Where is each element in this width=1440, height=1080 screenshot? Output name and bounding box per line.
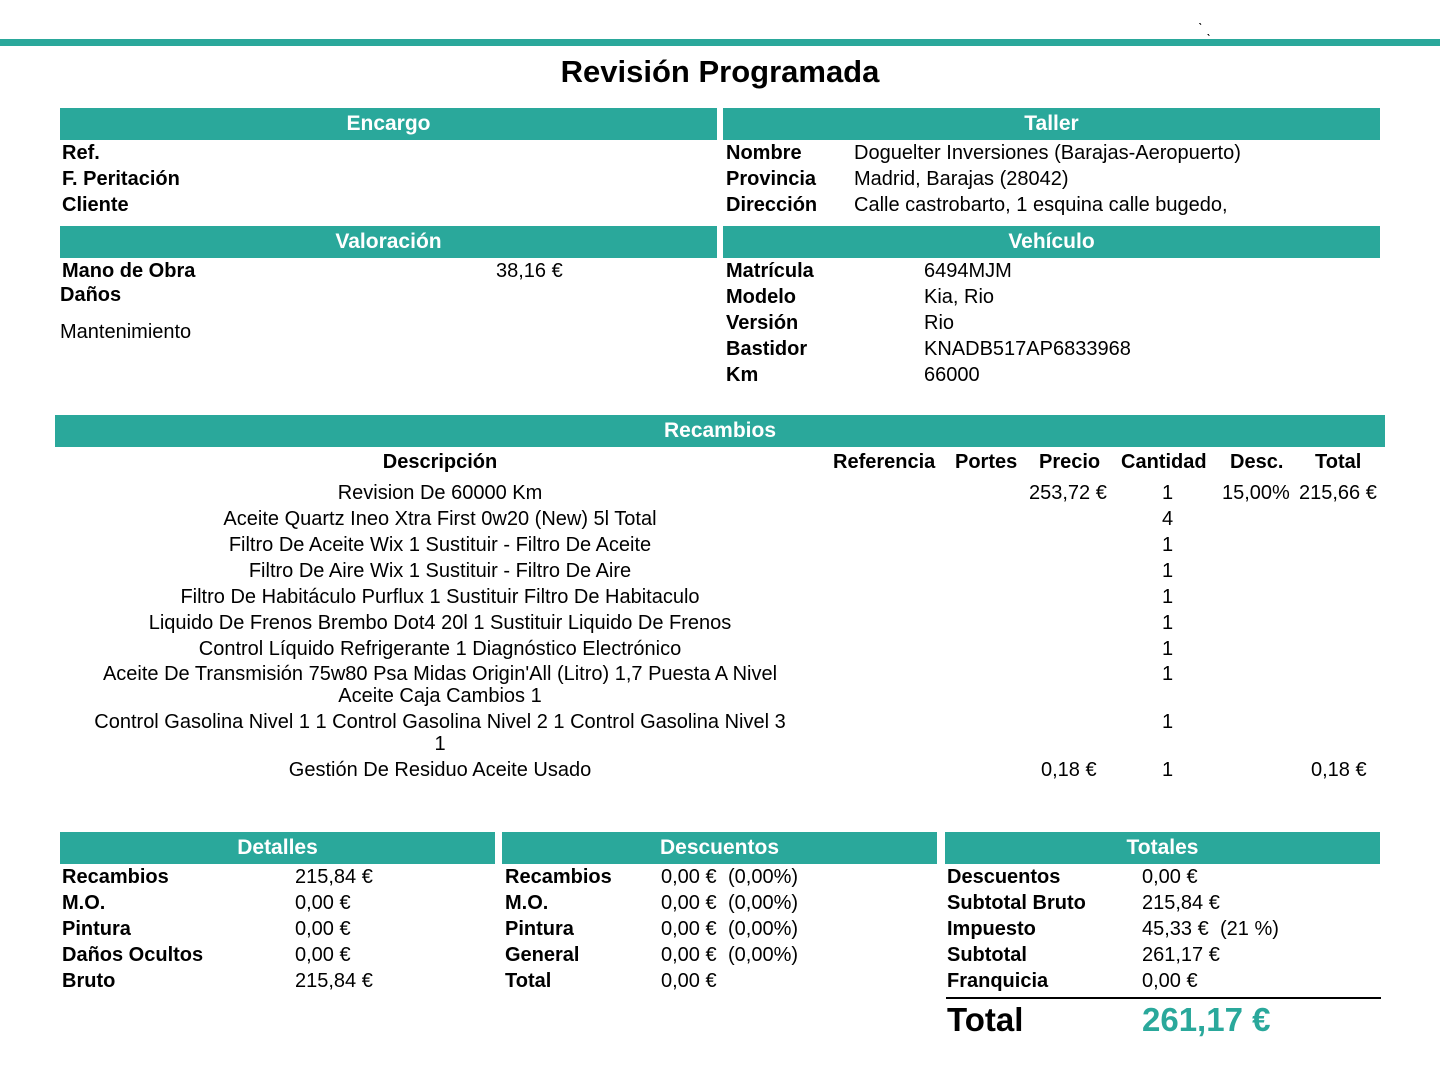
descuentos-header: Descuentos [502, 832, 937, 864]
danos-label: Daños [60, 284, 122, 306]
top-accent-bar [0, 39, 1440, 46]
recambios-header: Recambios [55, 415, 1385, 447]
row-cantidad: 1 [1162, 612, 1174, 634]
detalles-bruto-label: Bruto [62, 970, 116, 992]
descuentos-mo-label: M.O. [505, 892, 549, 914]
row-cantidad: 1 [1162, 586, 1174, 608]
col-desc: Desc. [1230, 451, 1284, 473]
nombre-label: Nombre [726, 142, 802, 164]
descuentos-total-value: 0,00 € [661, 970, 717, 992]
version-label: Versión [726, 312, 799, 334]
ref-label: Ref. [62, 142, 100, 164]
bastidor-label: Bastidor [726, 338, 808, 360]
row-description: Control Líquido Refrigerante 1 Diagnóstico Electrónico [198, 638, 682, 660]
detalles-danos-ocultos-value: 0,00 € [295, 944, 351, 966]
mano-obra-value: 38,16 € [496, 260, 563, 282]
col-descripcion: Descripción [382, 451, 498, 473]
row-cantidad: 4 [1162, 508, 1174, 530]
row-descuento: 15,00% [1222, 482, 1290, 504]
col-portes: Portes [955, 451, 1018, 473]
totales-impuesto-value: 45,33 € [1142, 918, 1209, 940]
row-precio: 0,18 € [1041, 759, 1097, 781]
descuentos-mo-value: 0,00 € [661, 892, 717, 914]
col-cantidad: Cantidad [1121, 451, 1207, 473]
row-description: Filtro De Habitáculo Purflux 1 Sustituir Filtro De Habitaculo [180, 586, 700, 608]
row-description: Gestión De Residuo Aceite Usado [288, 759, 592, 781]
totales-franquicia-value: 0,00 € [1142, 970, 1198, 992]
descuentos-pintura-pct: (0,00%) [728, 918, 799, 940]
matricula-value: 6494MJM [924, 260, 1012, 282]
descuentos-general-label: General [505, 944, 580, 966]
provincia-value: Madrid, Barajas (28042) [854, 168, 1069, 190]
row-description: Aceite De Transmisión 75w80 Psa Midas Origin'All (Litro) 1,7 Puesta A Nivel [102, 663, 778, 685]
totales-impuesto-rate: (21 %) [1220, 918, 1279, 940]
mano-obra-label: Mano de Obra [62, 260, 196, 282]
taller-header: Taller [723, 108, 1380, 140]
danos-value: Mantenimiento [60, 321, 192, 343]
totales-header: Totales [945, 832, 1380, 864]
km-value: 66000 [924, 364, 980, 386]
descuentos-recambios-label: Recambios [505, 866, 612, 888]
version-value: Rio [924, 312, 955, 334]
row-description: Revision De 60000 Km [337, 482, 543, 504]
row-total: 0,18 € [1311, 759, 1367, 781]
row-precio: 253,72 € [1029, 482, 1107, 504]
descuentos-general-value: 0,00 € [661, 944, 717, 966]
detalles-header: Detalles [60, 832, 495, 864]
vehiculo-header: Vehículo [723, 226, 1380, 258]
provincia-label: Provincia [726, 168, 817, 190]
detalles-recambios-label: Recambios [62, 866, 169, 888]
totales-subtotal-label: Subtotal [947, 944, 1027, 966]
col-total: Total [1315, 451, 1362, 473]
matricula-label: Matrícula [726, 260, 814, 282]
row-description: Liquido De Frenos Brembo Dot4 20l 1 Sustituir Liquido De Frenos [148, 612, 732, 634]
corner-mark: ˋ ˎ [1198, 20, 1212, 36]
descuentos-recambios-value: 0,00 € [661, 866, 717, 888]
totales-subtotal-value: 261,17 € [1142, 944, 1220, 966]
row-description: Filtro De Aire Wix 1 Sustituir - Filtro De Aire [248, 560, 632, 582]
row-description: Control Gasolina Nivel 1 1 Control Gasolina Nivel 2 1 Control Gasolina Nivel 3 [94, 711, 786, 733]
detalles-pintura-label: Pintura [62, 918, 131, 940]
row-description: Aceite Quartz Ineo Xtra First 0w20 (New) 5l Total [223, 508, 657, 530]
descuentos-recambios-pct: (0,00%) [728, 866, 799, 888]
row-cantidad: 1 [1162, 482, 1174, 504]
detalles-mo-value: 0,00 € [295, 892, 351, 914]
row-cantidad: 1 [1162, 759, 1174, 781]
row-description-cont: 1 [434, 733, 446, 755]
detalles-pintura-value: 0,00 € [295, 918, 351, 940]
modelo-value: Kia, Rio [924, 286, 995, 308]
totales-impuesto-label: Impuesto [947, 918, 1036, 940]
totales-franquicia-label: Franquicia [947, 970, 1049, 992]
row-description: Filtro De Aceite Wix 1 Sustituir - Filtro De Aceite [228, 534, 652, 556]
total-divider [946, 997, 1381, 999]
row-total: 215,66 € [1299, 482, 1377, 504]
encargo-header: Encargo [60, 108, 717, 140]
detalles-mo-label: M.O. [62, 892, 106, 914]
totales-descuentos-value: 0,00 € [1142, 866, 1198, 888]
valoracion-header: Valoración [60, 226, 717, 258]
grand-total-label: Total [947, 1001, 1024, 1038]
nombre-value: Doguelter Inversiones (Barajas-Aeropuerto) [854, 142, 1241, 164]
totales-subtotal-bruto-value: 215,84 € [1142, 892, 1220, 914]
bastidor-value: KNADB517AP6833968 [924, 338, 1131, 360]
detalles-recambios-value: 215,84 € [295, 866, 373, 888]
totales-subtotal-bruto-label: Subtotal Bruto [947, 892, 1086, 914]
cliente-label: Cliente [62, 194, 129, 216]
detalles-danos-ocultos-label: Daños Ocultos [62, 944, 204, 966]
row-cantidad: 1 [1162, 638, 1174, 660]
row-cantidad: 1 [1162, 711, 1174, 733]
descuentos-mo-pct: (0,00%) [728, 892, 799, 914]
direccion-label: Dirección [726, 194, 818, 216]
km-label: Km [726, 364, 759, 386]
page-title: Revisión Programada [560, 54, 880, 89]
col-precio: Precio [1039, 451, 1101, 473]
totales-descuentos-label: Descuentos [947, 866, 1061, 888]
detalles-bruto-value: 215,84 € [295, 970, 373, 992]
row-cantidad: 1 [1162, 534, 1174, 556]
grand-total-value: 261,17 € [1142, 1001, 1271, 1038]
descuentos-pintura-value: 0,00 € [661, 918, 717, 940]
direccion-value: Calle castrobarto, 1 esquina calle bugedo, [854, 194, 1228, 216]
descuentos-total-label: Total [505, 970, 552, 992]
row-description-cont: Aceite Caja Cambios 1 [338, 685, 542, 707]
row-cantidad: 1 [1162, 663, 1174, 685]
descuentos-general-pct: (0,00%) [728, 944, 799, 966]
modelo-label: Modelo [726, 286, 796, 308]
descuentos-pintura-label: Pintura [505, 918, 574, 940]
fecha-peritacion-label: F. Peritación [62, 168, 180, 190]
row-cantidad: 1 [1162, 560, 1174, 582]
col-referencia: Referencia [833, 451, 936, 473]
